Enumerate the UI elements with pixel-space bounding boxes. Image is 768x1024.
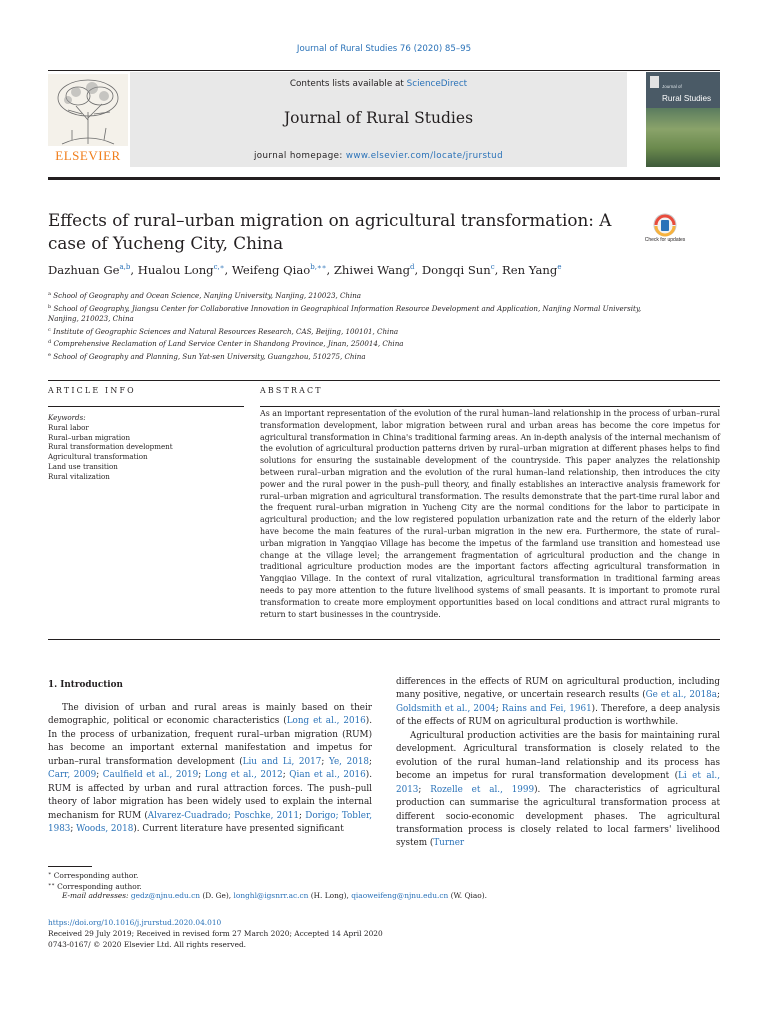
doi-link[interactable]: https://doi.org/10.1016/j.jrurstud.2020.04.010 [48,918,222,927]
citation-link[interactable]: Caulfield et al., 2019 [102,770,199,781]
journal-title: Journal of Rural Studies [283,109,474,127]
check-for-updates-label: Check for updates [644,237,686,243]
footnote-text: Corresponding author. [57,882,142,891]
abstract-heading: ABSTRACT [260,386,323,395]
affiliation-text: Nanjing, 210023, China [48,314,134,324]
intro-paragraph-2: Agricultural production activities are the basis for maintaining rural development. Agricultural transformation is closely related to the evolution of the rural human–land relationship and its process has become an impetus for rural transformation development (Li et al., 2013; Rozelle et al., 1999). The characteristics of agricultural production can summarise the agricultural transformation process at different socio-economic development phases. The agricultural transformation process is closely related to local farmers' livelihood system (Turner [396,730,721,849]
intro-paragraph-continued: differences in the effects of RUM on agricultural production, including many positive, negative, or uncertain research results (Ge et al., 2018a; Goldsmith et al., 2004; Rains and Fei, 1961). Therefore, a deep analysis of the effects of RUM on agricultural production is worthwhile. [396,677,720,728]
author-affiliation-marker[interactable]: c,∗ [213,263,225,271]
check-for-updates-icon[interactable] [645,212,685,256]
sciencedirect-link[interactable]: ScienceDirect [406,79,468,89]
article-footer [48,917,383,950]
affiliation-text: Comprehensive Reclamation of Land Service Center in Shandong Province, Jinan, 250014, China [51,339,404,349]
homepage-link[interactable]: www.elsevier.com/locate/jrurstud [345,151,504,161]
footnote-rule [48,866,92,867]
copyright: 0743-0167/ © 2020 Elsevier Ltd. All rights reserved. [48,940,247,949]
contents-prefix: Contents lists available at [289,79,407,89]
affiliation-marker: a [48,291,51,297]
article-info-rule [48,406,244,407]
elsevier-wordmark: ELSEVIER [55,148,121,163]
author-separator: , [224,263,232,277]
citation-link[interactable]: Goldsmith et al., 2004 [396,703,496,714]
citation-link[interactable]: Rains and Fei, 1961 [501,703,592,714]
affiliation-marker: b [48,303,52,310]
article-info-top-rule [48,380,720,381]
footnote-emails [62,891,487,901]
email-owner: (W. Qiao). [448,891,487,900]
received-dates: Received 29 July 2019; Received in revised form 27 March 2020; Accepted 14 April 2020 [48,929,383,938]
email-label: E-mail addresses: [62,891,131,900]
citation-link[interactable]: Woods, 2018 [76,824,134,835]
author-affiliation-marker[interactable]: c [490,263,495,271]
keyword-item: Rural vitalization [48,471,110,481]
author-separator: , [494,263,503,277]
affiliation-text: School of Geography and Planning, Sun Yat-sen University, Guangzhou, 510275, China [50,351,366,361]
affiliation-marker: e [48,351,51,358]
affiliation-line [48,302,728,315]
keyword-item: Rural labor [48,423,89,432]
journal-homepage [130,151,627,161]
intro-right-column [396,676,720,851]
citation-link[interactable]: Long et al., 2012 [204,770,283,781]
email-link[interactable]: longhl@igsnrr.ac.cn [233,891,309,900]
footnote-marker: ∗ [48,871,52,877]
keywords-label: Keywords: [48,413,86,422]
author-affiliation-marker[interactable]: e [557,263,562,271]
affiliation-line [48,337,728,350]
contents-line [130,79,627,89]
email-link[interactable]: qiaoweifeng@njnu.edu.cn [351,891,449,900]
article-title: Effects of rural–urban migration on agricultural transformation: A case of Yucheng City, China [48,210,612,253]
author-affiliation-marker[interactable]: a,b [119,263,131,271]
author-affiliation-marker[interactable]: b,∗∗ [310,263,327,271]
cover-publisher-mark [650,76,659,88]
keyword-item: Agricultural transformation [48,452,148,462]
affiliation-text: School of Geography and Ocean Science, Nanjing University, Nanjing, 210023, China [50,291,362,300]
affiliation-line [48,350,728,363]
email-link[interactable]: gedz@njnu.edu.cn [130,891,201,900]
section-heading-introduction: 1. Introduction [48,680,123,690]
citation-link[interactable]: Dorigo; Tobler, 1983 [48,810,372,835]
author-name: Dongqi Sun [421,263,491,277]
author-separator: , [326,263,334,277]
header-bottom-rule [48,177,720,180]
intro-left-column [48,702,372,837]
email-owner: (D. Ge), [200,891,234,900]
author-name: Dazhuan Ge [48,263,120,277]
citation-link[interactable]: Ye, 2018 [328,756,370,767]
article-info-heading: ARTICLE INFO [48,386,136,395]
affiliation-text: Institute of Geographic Sciences and Natural Resources Research, CAS, Beijing, 100101, China [50,326,399,336]
footnote-marker: ∗∗ [48,882,55,888]
author-name: Ren Yang [502,263,558,277]
affiliation-marker: c [48,326,51,333]
citation-link[interactable]: Turner [433,838,465,849]
citation-link[interactable]: Rozelle et al., 1999 [430,784,535,795]
abstract-rule [260,406,720,407]
citation-link[interactable]: Carr, 2009 [48,770,97,781]
intro-paragraph-1: The division of urban and rural areas is mainly based on their demographic, political or economic characteristics (Long et al., 2016). In the process of urbanization, frequent rural–urban migration (RUM) has become an important external manifestation and impetus for urban–rural transformation development (Liu and Li, 2017; Ye, 2018; Carr, 2009; Caulfield et al., 2019; Long et al., 2012; Qian et al., 2016). RUM is affected by urban and rural attraction forces. The push–pull theory of labor migration has been widely used to explain the internal mechanism for RUM (Alvarez-Cuadrado; Poschke, 2011; Dorigo; Tobler, 1983; Woods, 2018). Current literature have presented significant [48,703,372,835]
citation-link[interactable]: Liu and Li, 2017 [242,756,322,767]
affiliations [48,289,728,363]
footnote-text: Corresponding author. [53,871,139,880]
homepage-prefix: journal homepage: [253,151,346,161]
cover-title: Rural Studies [662,94,712,103]
affiliation-marker: d [48,339,52,346]
keyword-item: Rural–urban migration [48,432,131,442]
author-name: Hualou Long [137,263,214,277]
author-affiliation-marker[interactable]: d [410,263,415,271]
author-name: Weifeng Qiao [231,263,311,277]
abstract-bottom-rule [48,639,720,640]
author-name: Zhiwei Wang [333,263,410,277]
citation-link[interactable]: Alvarez-Cuadrado; Poschke, 2011 [147,810,300,821]
affiliation-line [48,314,728,325]
affiliation-line [48,289,728,302]
cover-subtitle: Journal of [662,84,682,89]
abstract-text: As an important representation of the evolution of the rural human–land relationship in the process of urban–rural transformation development, labor migration between rural and urban areas has become the core impetus for agricultural transformation in China's traditional farming areas. An in-depth analysis of the internal mechanism of the evolution of agricultural production patterns driven by rural–urban migration at different phases helps to find solutions for ensuring the sustainable development of the countryside. This paper analyzes the relationship between rural–urban migration and the evolution of the rural human–land relationship, then introduces the city power and the rural power in the push–pull theory, and finally establishes an interactive analysis framework for rural–urban migration and agricultural transformation. The results demonstrate that the part-time rural labor and the frequent rural–urban migration in Yucheng City are the normal conditions for the labor to participate in agricultural production; and the low registered population urbanization rate and the return of the elderly labor have become the main features of the rural–urban migration in the new era. Furthermore, the state of rural–urban migration in Yangqiao Village has become the impetus of the farmland use transition and homestead use change at the village level; the arrangement fragmentation of agricultural production and the change in traditional agriculture production modes are the important factors affecting agricultural transformation in Yangqiao Village. In the context of rural vitalization, agricultural transformation in traditional farming areas needs to pay more attention to the future livelihood systems of small peasants. It is important to promote rural transformation to create more employment opportunities based on local conditions and attract rural migrants to return to start businesses in the countryside. [260,409,720,619]
affiliation-line [48,325,728,338]
citation-link[interactable]: Qian et al., 2016 [289,770,366,781]
author-separator: , [130,263,138,277]
citation-link[interactable]: Li et al., 2013 [396,771,720,795]
citation-link[interactable]: Long et al., 2016 [286,716,366,727]
citation-link[interactable]: Ge et al., 2018a [645,690,718,701]
journal-reference[interactable]: Journal of Rural Studies 76 (2020) 85–95 [296,44,472,54]
author-separator: , [414,263,422,277]
keywords-list [48,423,173,481]
author-list [48,263,728,277]
keyword-item: Rural transformation development [48,442,173,452]
keyword-item: Land use transition [48,461,118,471]
affiliation-text: School of Geography, Jiangsu Center for Collaborative Innovation in Geographical Information Resource Development and Application, Nanjing Normal University, [51,303,642,313]
email-owner: (H. Long), [308,891,352,900]
